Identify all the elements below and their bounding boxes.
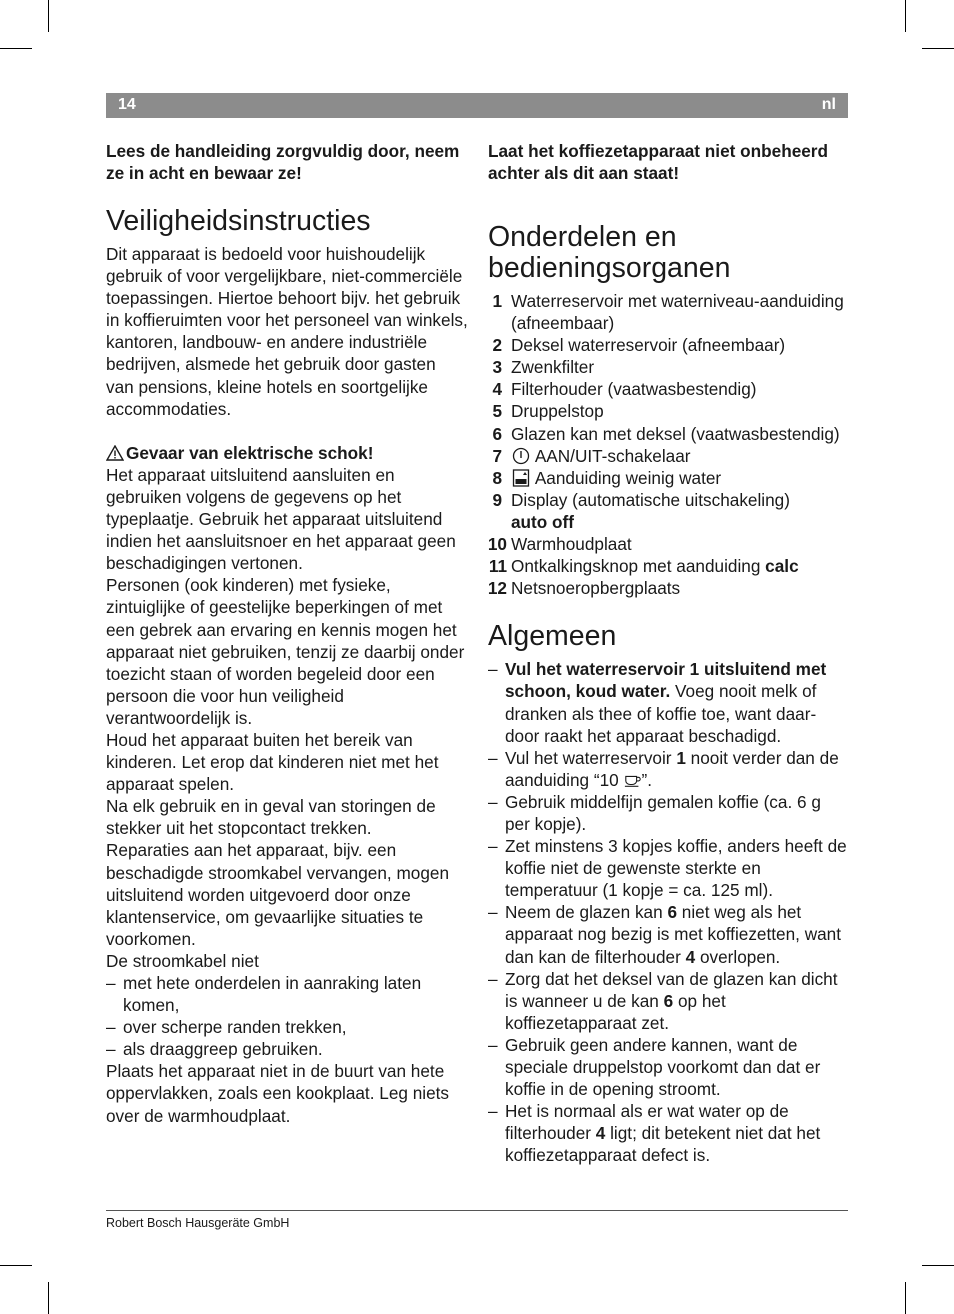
list-item (488, 577, 850, 599)
warning-title (106, 442, 468, 464)
crop-mark (905, 0, 906, 32)
item-number: 12 (487, 578, 507, 599)
list-item (488, 658, 850, 746)
cup-icon (624, 771, 642, 789)
item-number: 7 (492, 445, 502, 466)
lead-notice: Lees de handleiding zorgvuldig door, neem ze in acht en bewaar ze! (106, 141, 460, 183)
bold-ref: 4 (685, 946, 696, 967)
paragraph: Houd het apparaat buiten het bereik van kinderen. Let erop dat kinderen niet met het apparaat spelen. (106, 729, 439, 795)
item-number: 2 (492, 335, 502, 356)
list-item (488, 400, 850, 422)
item-number: 8 (492, 467, 502, 488)
parts-list (488, 290, 850, 599)
page-header (106, 93, 848, 118)
item-text: ”. (641, 769, 652, 790)
item-text: overlopen. (695, 946, 781, 967)
crop-mark (0, 48, 32, 49)
item-text: Zwenkfilter (511, 357, 595, 378)
general-heading: Algemeen (488, 620, 617, 653)
safety-heading: Veiligheidsinstructies (106, 205, 371, 237)
warning-title-text: Gevaar van elektrische schok! (126, 442, 374, 463)
item-text: Display (automatische uitschakeling) (511, 489, 790, 510)
crop-mark (905, 1282, 906, 1314)
general-list (488, 658, 850, 1166)
list-item (488, 489, 850, 533)
list-item (488, 290, 850, 334)
item-number: 5 (492, 401, 502, 422)
item-number: 4 (492, 379, 502, 400)
crop-mark (0, 1265, 32, 1266)
footer-divider (106, 1210, 848, 1211)
list-item (488, 334, 850, 356)
item-text: Waterreservoir met waterniveau-aanduiding (afneembaar) (511, 291, 844, 334)
item-number: 1 (492, 291, 502, 311)
item-text: Filterhouder (vaatwasbestendig) (511, 379, 757, 400)
item-number: 10 (487, 534, 507, 555)
bold-ref: 6 (663, 990, 674, 1011)
item-number: 3 (492, 357, 502, 378)
item-text: Het is normaal als er wat water op de filterhouder (505, 1101, 789, 1144)
list-item (488, 378, 850, 400)
left-column (106, 140, 468, 1127)
list-item: – Zet minstens 3 kopjes koffie, anders heeft de koffie niet de gewenste sterkte en temperatuur (1 kopje = ca. 125 ml). (488, 835, 850, 901)
item-text: nooit verder dan de aanduiding “10 (505, 747, 839, 790)
list-item: – als draaggreep gebruiken. (106, 1038, 468, 1060)
paragraph: De stroomkabel niet (106, 950, 259, 971)
paragraph: Personen (ook kinderen) met fysieke, zintuiglijke of geestelijke beperkingen of met een gebrek aan ervaring en kennis mogen het apparaat niet gebruiken, tenzij ze daarbij onder toezicht staan of worden begeleid door een persoon die voor hun veiligheid verantwoordelijk is. (106, 575, 465, 728)
bold-ref: 6 (667, 902, 677, 923)
crop-mark (922, 48, 954, 49)
parts-heading: Onderdelen en bedieningsorganen (488, 221, 731, 284)
footer-company: Robert Bosch Hausgeräte GmbH (106, 1216, 290, 1230)
item-text: Neem de glazen kan (505, 902, 668, 923)
item-text: Warmhoudplaat (511, 534, 632, 555)
item-text: Deksel waterreservoir (afneembaar) (511, 335, 786, 356)
item-text: Voeg nooit melk of dranken als thee of koffie toe, want daar-door raakt het apparaat beschadigd. (505, 681, 817, 746)
item-text: op het koffiezetapparaat zet. (505, 990, 726, 1033)
item-text: Aanduiding weinig water (534, 467, 722, 488)
item-text: niet weg als het apparaat nog bezig is met koffiezetten, want dan kan de filterhouder (505, 902, 842, 967)
bold-ref: 4 (595, 1123, 606, 1144)
item-number: 11 (488, 556, 507, 577)
list-item: – met hete onderdelen in aanraking laten komen, (106, 972, 468, 1016)
paragraph: Reparaties aan het apparaat, bijv. een beschadigde stroomkabel vervangen, mogen uitsluitend worden uitgevoerd door onze klantenservice, om gevaarlijke situaties te voorkomen. (106, 840, 450, 949)
list-item (488, 445, 850, 467)
right-column (488, 140, 850, 1166)
list-item (488, 467, 850, 489)
water-level-icon (511, 469, 531, 487)
list-item (488, 747, 850, 791)
list-item: – Gebruik geen andere kannen, want de speciale druppelstop voorkomt dan dat er koffie in de opening stroomt. (488, 1034, 850, 1100)
item-number: 9 (492, 489, 502, 510)
crop-mark (48, 0, 49, 32)
paragraph: Het apparaat uitsluitend aansluiten en gebruiken volgens de gegevens op het typeplaatje. Gebruik het apparaat uitsluitend indien het aansluitsnoer en het apparaat geen beschadigingen vertonen. (106, 464, 456, 574)
display-label: auto off (511, 511, 575, 532)
page-number: 14 (118, 96, 136, 113)
list-item (488, 1100, 850, 1166)
lead-notice: Laat het koffiezetapparaat niet onbeheerd achter als dit aan staat! (488, 141, 828, 183)
item-text: Druppelstop (511, 401, 604, 422)
list-item: – Gebruik middelfijn gemalen koffie (ca. 6 g per kopje). (488, 791, 850, 835)
list-item (488, 968, 850, 1034)
power-icon (511, 447, 531, 465)
list-item: – over scherpe randen trekken, (106, 1016, 468, 1038)
item-text: Ontkalkingsknop met aanduiding (511, 556, 761, 577)
paragraph: Na elk gebruik en in geval van storingen de stekker uit het stopcontact trekken. (106, 796, 436, 839)
bold-ref: 1 (676, 747, 686, 768)
item-text: AAN/UIT-schakelaar (534, 445, 691, 466)
item-text: Zorg dat het deksel van de glazen kan dicht is wanneer u de kan (505, 968, 838, 1011)
closing-paragraph: Plaats het apparaat niet in de buurt van hete oppervlakken, zoals een kookplaat. Leg niets over de warmhoudplaat. (106, 1061, 450, 1126)
item-text: Netsnoeropbergplaats (511, 578, 681, 599)
calc-label: calc (765, 556, 799, 577)
item-text: ligt; dit betekent niet dat het koffiezetapparaat defect is. (505, 1123, 821, 1166)
cable-list (106, 972, 468, 1060)
list-item (488, 356, 850, 378)
warning-triangle-icon (106, 445, 124, 461)
bold-text: Vul het waterreservoir 1 uitsluitend met schoon, koud water. (505, 659, 827, 702)
intro-paragraph: Dit apparaat is bedoeld voor huishoudelijk gebruik of voor vergelijkbare, niet-commerciële toepassingen. Hiertoe behoort bijv. het gebruik in koffieruimten voor het personeel van winkels, kantoren, landbouw- en andere industriële bedrijven, alsmede het gebruik door gasten van pensions, kleine hotels en soortgelijke accommodaties. (106, 244, 468, 419)
crop-mark (48, 1282, 49, 1314)
crop-mark (922, 1265, 954, 1266)
language-code: nl (821, 96, 836, 113)
item-text: Vul het waterreservoir (505, 747, 677, 768)
list-item (488, 533, 850, 555)
list-item (488, 555, 850, 577)
item-text: Glazen kan met deksel (vaatwasbestendig) (511, 423, 840, 444)
list-item (488, 901, 850, 967)
item-number: 6 (492, 423, 502, 444)
list-item (488, 423, 850, 445)
